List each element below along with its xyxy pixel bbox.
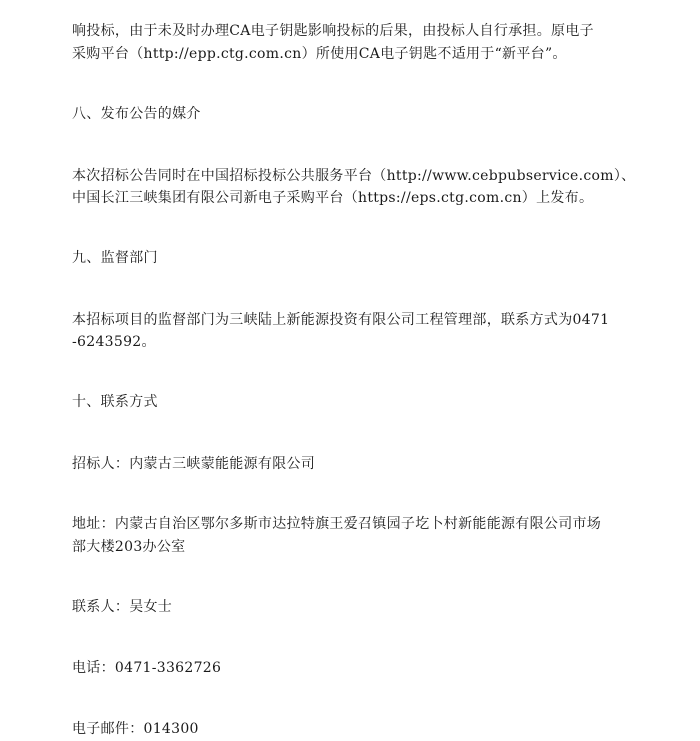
contact-person-line: 联系人：吴女士 [72,599,173,615]
section-heading-media: 八、发布公告的媒介 [72,106,201,122]
paragraph-supervision-line-2: -6243592。 [72,334,156,350]
address-line-1: 地址：内蒙古自治区鄂尔多斯市达拉特旗王爱召镇园子圪卜村新能能源有限公司市场 [72,516,602,532]
email-line: 电子邮件：014300 [72,721,199,737]
paragraph-ca-line-1: 响投标，由于未及时办理CA电子钥匙影响投标的后果，由投标人自行承担。原电子 [72,23,594,39]
phone-line: 电话：0471-3362726 [72,660,222,676]
paragraph-ca-line-2: 采购平台（http://epp.ctg.com.cn）所使用CA电子钥匙不适用于“新平台”。 [72,46,567,62]
section-heading-supervision: 九、监督部门 [72,250,158,266]
paragraph-media-line-2: 中国长江三峡集团有限公司新电子采购平台（https://eps.ctg.com.cn）上发布。 [72,190,594,206]
address-line-2: 部大楼203办公室 [72,539,186,555]
paragraph-supervision-line-1: 本招标项目的监督部门为三峡陆上新能源投资有限公司工程管理部，联系方式为0471 [72,312,610,328]
tenderer-line: 招标人：内蒙古三峡蒙能能源有限公司 [72,456,316,472]
paragraph-media-line-1: 本次招标公告同时在中国招标投标公共服务平台（http://www.cebpubservice.com）、 [72,168,636,184]
section-heading-contact: 十、联系方式 [72,394,158,410]
